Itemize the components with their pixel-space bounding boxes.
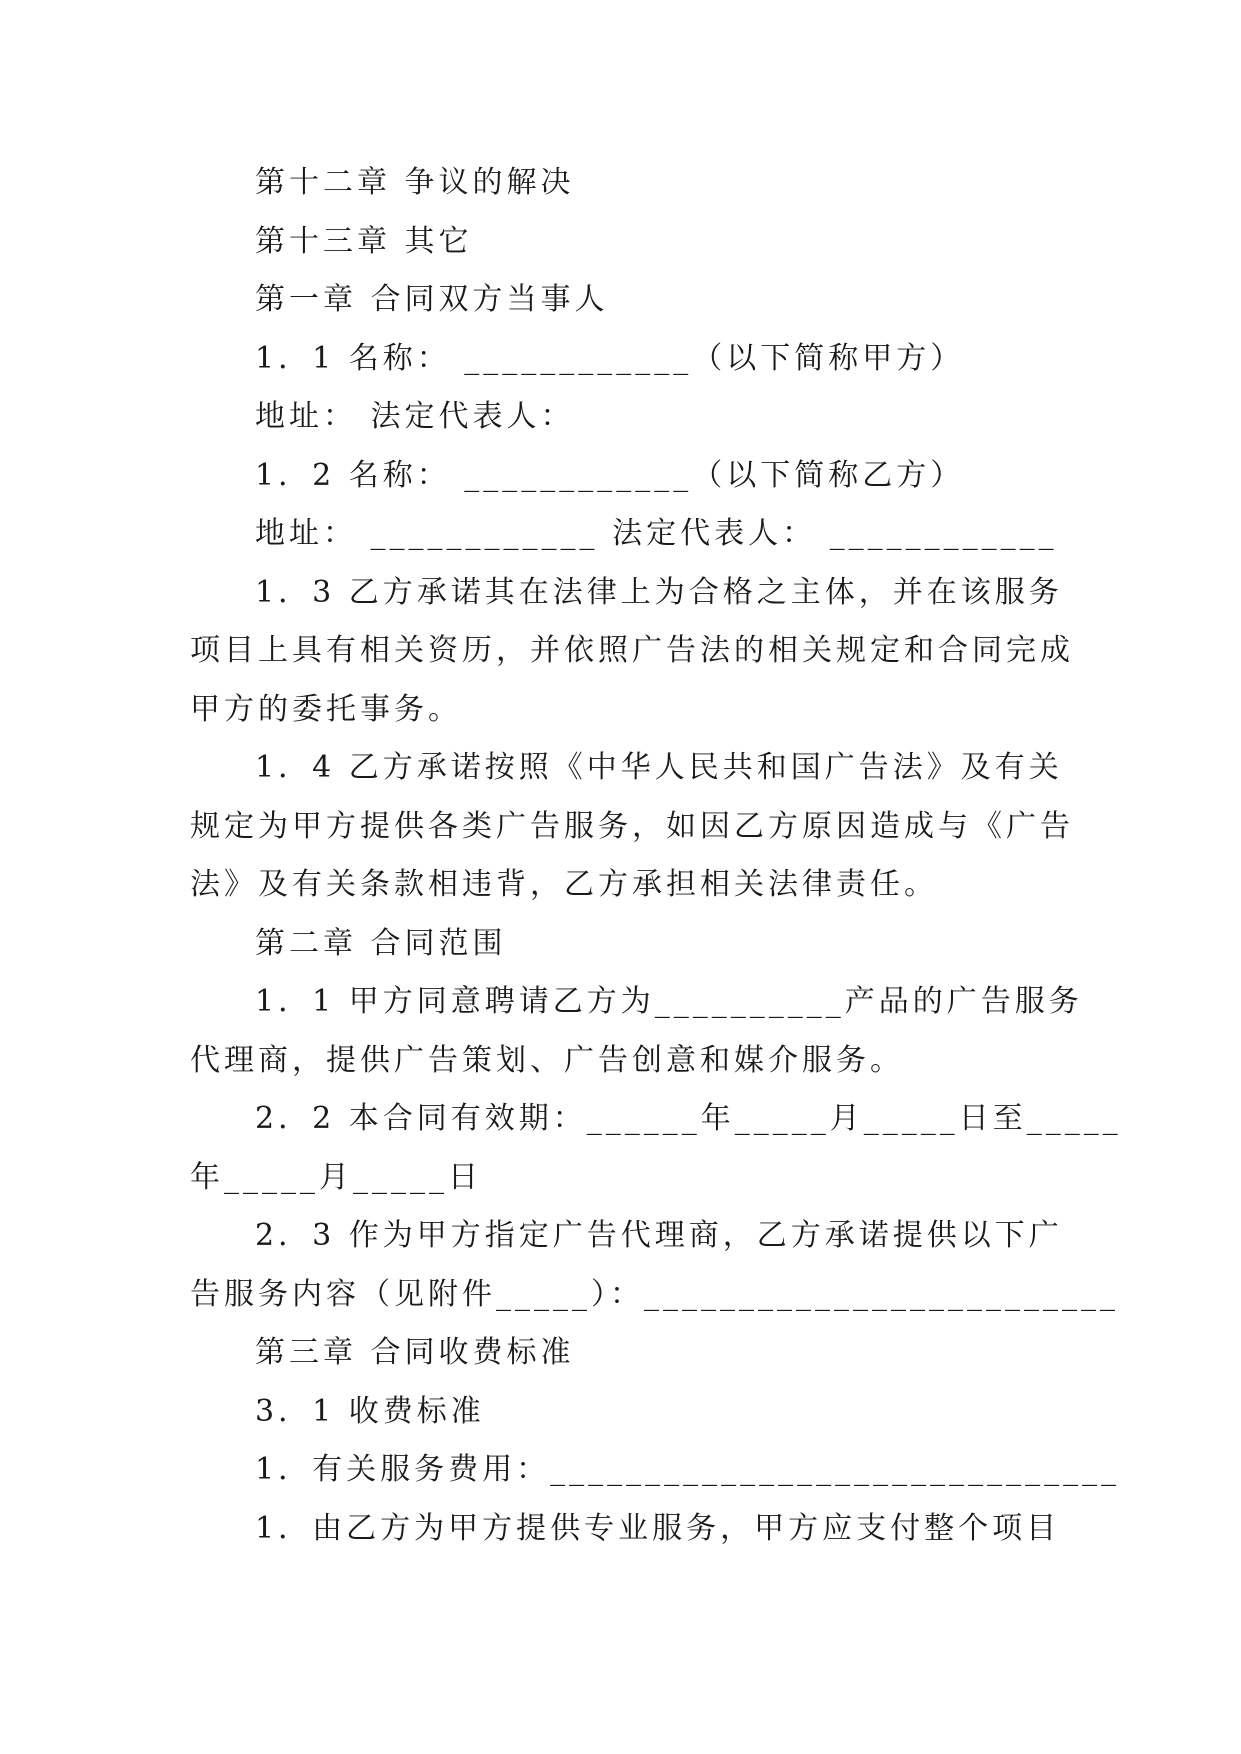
clause-2-2-line-2: 年_____月_____日	[190, 1159, 482, 1195]
party-b-address-line: 地址： ____________ 法定代表人： ____________	[255, 516, 1058, 551]
clause-2-3-line-1: 2．3 作为甲方指定广告代理商，乙方承诺提供以下广	[255, 1218, 1063, 1253]
clause-1-4-line-1: 1．4 乙方承诺按照《中华人民共和国广告法》及有关	[255, 750, 1063, 785]
clause-2-1-line-1: 1．1 甲方同意聘请乙方为__________产品的广告服务	[255, 984, 1083, 1019]
clause-1-3-line-2: 项目上具有相关资历，并依照广告法的相关规定和合同完成	[190, 633, 1074, 668]
clause-2-1-line-2: 代理商，提供广告策划、广告创意和媒介服务。	[190, 1042, 904, 1078]
service-payment-line: 1．由乙方为甲方提供专业服务，甲方应支付整个项目	[255, 1510, 1061, 1546]
document-body	[190, 154, 1122, 1558]
clause-3-1-heading: 3．1 收费标准	[255, 1393, 485, 1429]
chapter-12-heading: 第十二章 争议的解决	[255, 165, 575, 200]
clause-1-4-line-2: 规定为甲方提供各类广告服务，如因乙方原因造成与《广告	[190, 808, 1074, 844]
clause-2-3-line-2: 告服务内容（见附件_____）：_________________________	[190, 1276, 1119, 1312]
clause-2-2-line-1: 2．2 本合同有效期：______年_____月_____日至_____	[255, 1101, 1122, 1136]
party-b-name-line: 1．2 名称： ____________（以下简称乙方）	[255, 457, 965, 493]
clause-1-3-line-3: 甲方的委托事务。	[190, 691, 462, 727]
party-a-address-line: 地址： 法定代表人：	[255, 399, 575, 434]
clause-1-3-line-1: 1．3 乙方承诺其在法律上为合格之主体，并在该服务	[255, 574, 1063, 610]
chapter-3-heading: 第三章 合同收费标准	[255, 1335, 575, 1370]
service-fee-line: 1．有关服务费用：______________________________	[255, 1452, 1121, 1487]
chapter-1-heading: 第一章 合同双方当事人	[255, 282, 609, 317]
chapter-13-heading: 第十三章 其它	[255, 223, 473, 259]
clause-1-4-line-3: 法》及有关条款相违背，乙方承担相关法律责任。	[190, 867, 938, 902]
chapter-2-heading: 第二章 合同范围	[255, 925, 507, 961]
party-a-name-line: 1．1 名称： ____________（以下简称甲方）	[255, 340, 965, 376]
